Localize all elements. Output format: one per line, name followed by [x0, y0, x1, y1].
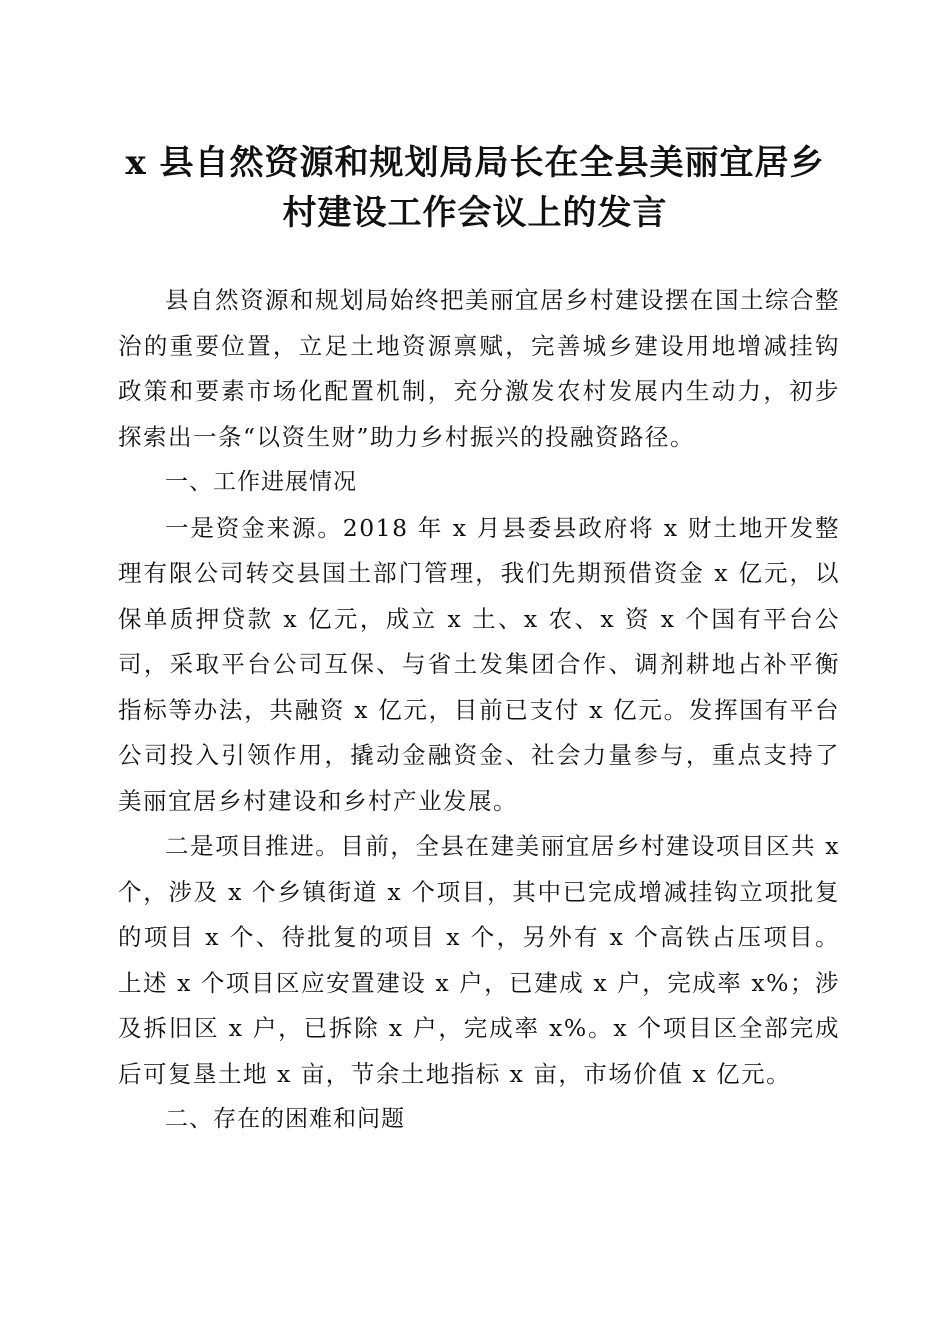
paragraph-project-progress — [118, 824, 840, 1097]
section-heading-progress: 一、工作进展情况 — [165, 469, 357, 495]
document-title — [90, 138, 860, 238]
paragraph-funding-source — [118, 506, 840, 825]
paragraph-lead: 二是项目推进。 — [165, 832, 341, 860]
paragraph-lead: 一是资金来源。 — [165, 513, 343, 542]
title-line-2: 村建设工作会议上的发言 — [282, 193, 668, 233]
paragraph-text: 目前，全县在建美丽宜居乡村建设项目区共 x 个，涉及 x 个乡镇街道 x 个项目，其中已完成增减挂钩立项批复的项目 x 个、待批复的项目 x 个，另外有 x 个高铁占压项目。上述 x 个项目区应安置建设 x 户，已建成 x 户，完成率 x%；涉及拆旧区 x 户，已拆除 x 户，完成率 x%。x 个项目区全部完成后可复垦土地 x 亩，节余土地指标 x 亩，市场价值 x 亿元。 — [118, 832, 840, 1088]
title-line-1: x 县自然资源和规划局局长在全县美丽宜居乡 — [125, 143, 825, 183]
section-heading-problems: 二、存在的困难和问题 — [165, 1106, 405, 1132]
document-body — [118, 278, 840, 1143]
paragraph-text: 2018 年 x 月县委县政府将 x 财土地开发整理有限公司转交县国土部门管理，我们先期预借资金 x 亿元，以保单质押贷款 x 亿元，成立 x 土、x 农、x 资 x 个国有平台公司，采取平台公司互保、与省土发集团合作、调剂耕地占补平衡指标等办法，共融资 x 亿元，目前已支付 x 亿元。发挥国有平台公司投入引领作用，撬动金融资金、社会力量参与，重点支持了美丽宜居乡村建设和乡村产业发展。 — [118, 513, 841, 815]
intro-paragraph: 县自然资源和规划局始终把美丽宜居乡村建设摆在国土综合整治的重要位置，立足土地资源禀赋，完善城乡建设用地增减挂钩政策和要素市场化配置机制，充分激发农村发展内生动力，初步探索出一条“以资生财”助力乡村振兴的投融资路径。 — [118, 286, 840, 451]
